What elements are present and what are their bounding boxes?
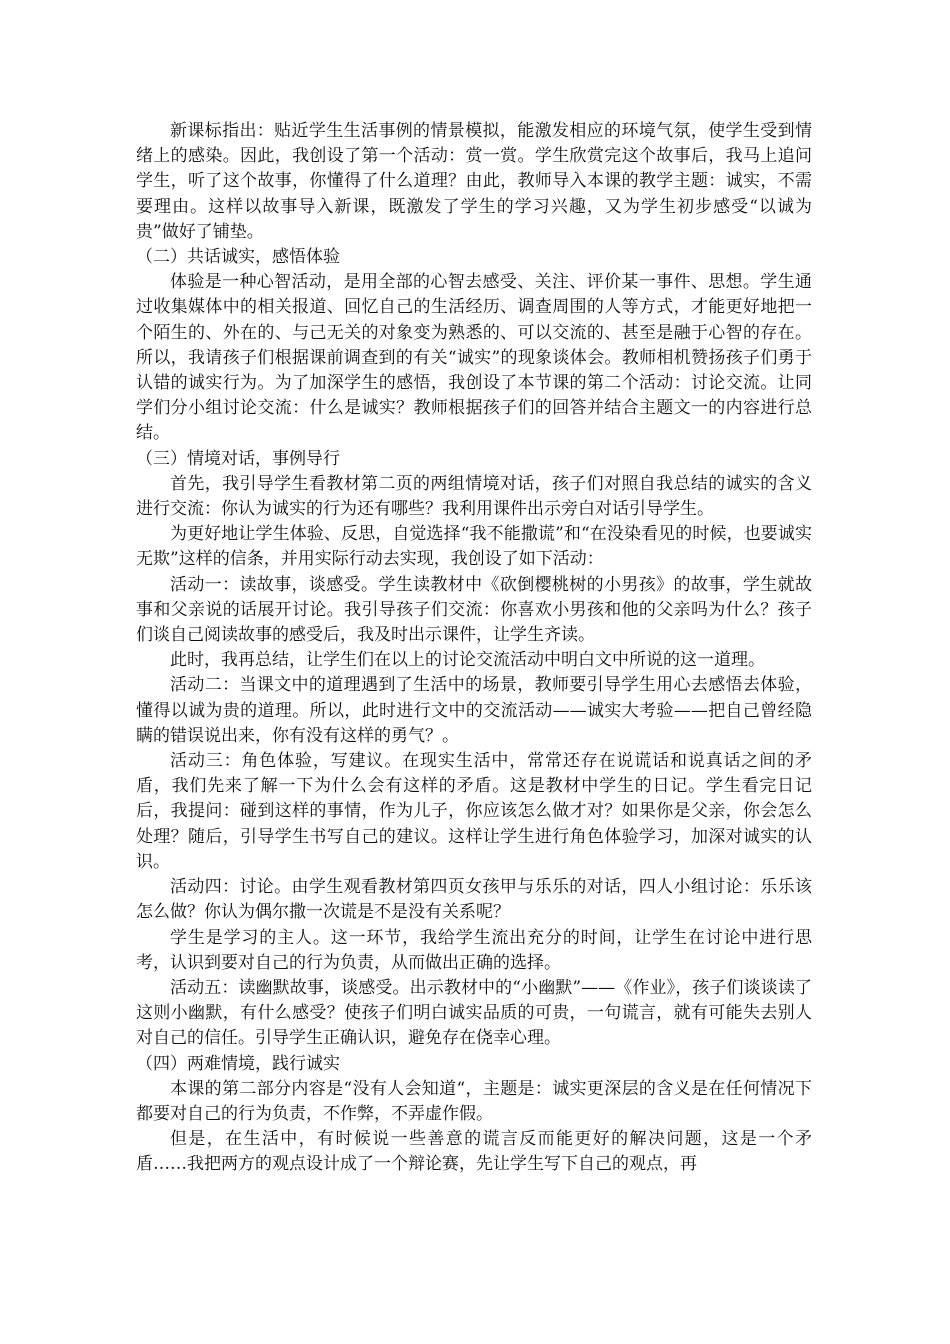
paragraph-debate: 但是，在生活中，有时候说一些善意的谎言反而能更好的解决问题，这是一个矛盾……我把两方的观点设计成了一个辩论赛，先让学生写下自己的观点，再 <box>136 1129 812 1175</box>
paragraph-part-two: 本课的第二部分内容是“没有人会知道“，主题是：诚实更深层的含义是在任何情况下都要对自己的行为负责，不作弊，不弄虚作假。 <box>136 1078 812 1124</box>
paragraph-activity-5: 活动五：读幽默故事，谈感受。出示教材中的“小幽默”——《作业》，孩子们谈谈读了这则小幽默，有什么感受？使孩子们明白诚实品质的可贵，一句谎言，就有可能失去别人对自己的信任。引导学生正确认识，避免存在侥幸心理。 <box>136 977 812 1049</box>
paragraph-activity-3: 活动三：角色体验，写建议。在现实生活中，常常还存在说谎话和说真话之间的矛盾，我们先来了解一下为什么会有这样的矛盾。这是教材中学生的日记。学生看完日记后，我提问：碰到这样的事情，作为儿子，你应该怎么做才对？如果你是父亲，你会怎么处理？随后，引导学生书写自己的建议。这样让学生进行角色体验学习，加深对诚实的认识。 <box>136 751 812 872</box>
section-heading-3: （三）情境对话，事例导行 <box>136 448 340 469</box>
paragraph-intro: 新课标指出：贴近学生生活事例的情景模拟，能激发相应的环境气氛，使学生受到情绪上的感染。因此，我创设了第一个活动：赏一赏。学生欣赏完这个故事后，我马上追问学生，听了这个故事，你懂得了什么道理？由此，教师导入本课的教学主题：诚实，不需要理由。这样以故事导入新课，既激发了学生的学习兴趣，又为学生初步感受“以诚为贵”做好了铺垫。 <box>136 121 812 242</box>
paragraph-reflection: 为更好地让学生体验、反思，自觉选择“我不能撒谎”和“在没染看见的时候，也要诚实无欺”这样的信条，并用实际行动去实现，我创设了如下活动： <box>136 524 812 570</box>
paragraph-learner: 学生是学习的主人。这一环节，我给学生流出充分的时间，让学生在讨论中进行思考，认识到要对自己的行为负责，从而做出正确的选择。 <box>136 927 812 973</box>
section-heading-4: （四）两难情境，践行诚实 <box>136 1053 340 1074</box>
paragraph-experience: 体验是一种心智活动，是用全部的心智去感受、关注、评价某一事件、思想。学生通过收集媒体中的相关报道、回忆自己的生活经历、调查周围的人等方式，才能更好地把一个陌生的、外在的、与己无关的对象变为熟悉的、可以交流的、甚至是融于心智的存在。所以，我请孩子们根据课前调查到的有关“诚实”的现象谈体会。教师相机赞扬孩子们勇于认错的诚实行为。为了加深学生的感悟，我创设了本节课的第二个活动：讨论交流。让同学们分小组讨论交流：什么是诚实？教师根据孩子们的回答并结合主题文一的内容进行总结。 <box>136 272 812 444</box>
paragraph-summary: 此时，我再总结，让学生们在以上的讨论交流活动中明白文中所说的这一道理。 <box>170 650 765 671</box>
section-heading-2: （二）共话诚实，感悟体验 <box>136 247 340 268</box>
paragraph-activity-4: 活动四：讨论。由学生观看教材第四页女孩甲与乐乐的对话，四人小组讨论：乐乐该怎么做？你认为偶尔撒一次谎是不是没有关系呢？ <box>136 877 812 923</box>
paragraph-dialogue: 首先，我引导学生看教材第二页的两组情境对话，孩子们对照自我总结的诚实的含义进行交流：你认为诚实的行为还有哪些？我利用课件出示旁白对话引导学生。 <box>136 473 812 520</box>
document-body <box>136 119 812 1178</box>
paragraph-activity-2: 活动二：当课文中的道理遇到了生活中的场景，教师要引导学生用心去感悟去体验，懂得以诚为贵的道理。所以，此时进行文中的交流活动——诚实大考验——把自己曾经隐瞒的错误说出来，你有没有这样的勇气？。 <box>136 675 812 746</box>
paragraph-activity-1: 活动一：读故事，谈感受。学生读教材中《砍倒樱桃树的小男孩》的故事，学生就故事和父亲说的话展开讨论。我引导孩子们交流：你喜欢小男孩和他的父亲吗为什么？孩子们谈自己阅读故事的感受后，我及时出示课件，让学生齐读。 <box>136 574 812 646</box>
